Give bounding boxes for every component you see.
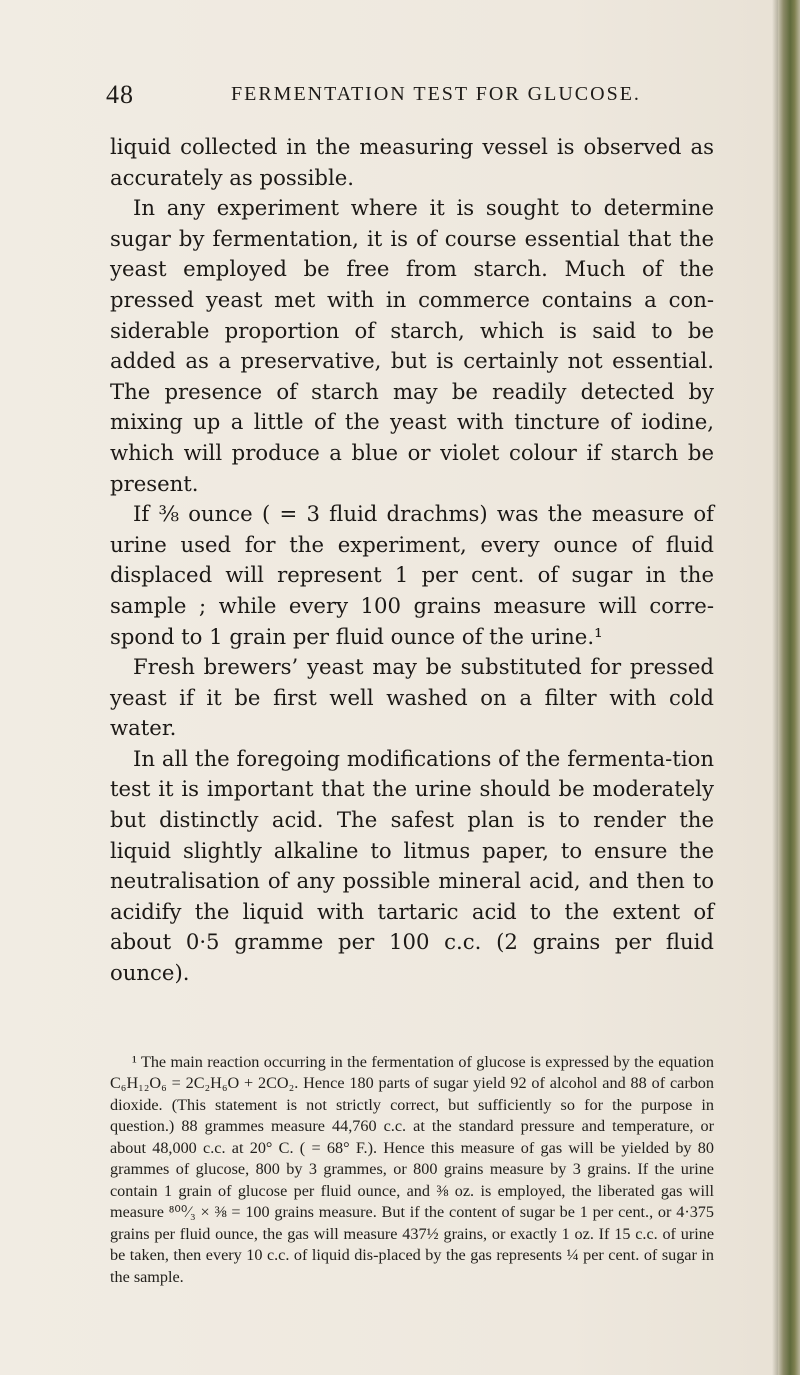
footnote-1: ¹ The main reaction occurring in the fermentation of glucose is expressed by the equation C₆H₁₂O₆ = 2C₂H₆O + 2CO₂. Hence 180 parts of sugar yield 92 of alcohol and 88 of carbon dioxide. (This statement is not strictly correct, but sufficiently so for the purpose in question.) 88 grammes measure 44,760 c.c. at the standard pressure and temperature, or about 48,000 c.c. at 20° C. ( = 68° F.). Hence this measure of gas will be yielded by 80 grammes of glucose, 800 by 3 grammes, or 800 grains measure by 3 grains. If the urine contain 1 grain of glucose per fluid ounce, and ⅜ oz. is employed, the liberated gas will measure ⁸⁰⁰⁄₃ × ⅜ = 100 grains measure. But if the content of sugar be 1 per cent., or 4·375 grains per fluid ounce, the gas will measure 437½ grains, or exactly 1 oz. If 15 c.c. of urine be taken, then every 10 c.c. of liquid dis-placed by the gas represents ¼ per cent. of sugar in the sample.	[110, 1053, 714, 1286]
paragraph-continuation: liquid collected in the measuring vessel is observed as accurately as possible.	[110, 134, 714, 190]
paragraph-acidity: In all the foregoing modifications of the fermenta-tion test it is important that the urine should be moderately but distinctly acid. The safest plan is to render the liquid slightly alkaline to litmus paper, to ensure the neutralisation of any possible mineral acid, and then to acidify the liquid with tartaric acid to the extent of about 0·5 gramme per 100 c.c. (2 grains per fluid ounce).	[110, 745, 714, 986]
paragraph-brewers-yeast: Fresh brewers’ yeast may be substituted for pressed yeast if it be first well washed on a filter with cold water.	[110, 654, 714, 741]
running-title: FERMENTATION TEST FOR GLUCOSE.	[231, 83, 641, 105]
paragraph-starch: In any experiment where it is sought to determine sugar by fermentation, it is of course essential that the yeast employed be free from starch. Much of the pressed yeast met with in commerce contains a con-siderable proportion of starch, which is said to be added as a preservative, but is certainly not essential. The presence of starch may be readily detected by mixing up a little of the yeast with tincture of iodine, which will produce a blue or violet colour if starch be present.	[110, 195, 714, 496]
page-header	[106, 80, 716, 120]
footnotes	[110, 1052, 714, 1288]
paragraph-measure: If ⅜ ounce ( = 3 fluid drachms) was the measure of urine used for the experiment, every ounce of fluid displaced will represent 1 per cent. of sugar in the sample ; while every 100 grains measure will corre-spond to 1 grain per fluid ounce of the urine.¹	[110, 501, 714, 649]
body-text	[110, 132, 714, 989]
page-number: 48	[106, 80, 134, 109]
book-binding-edge	[778, 0, 800, 1375]
